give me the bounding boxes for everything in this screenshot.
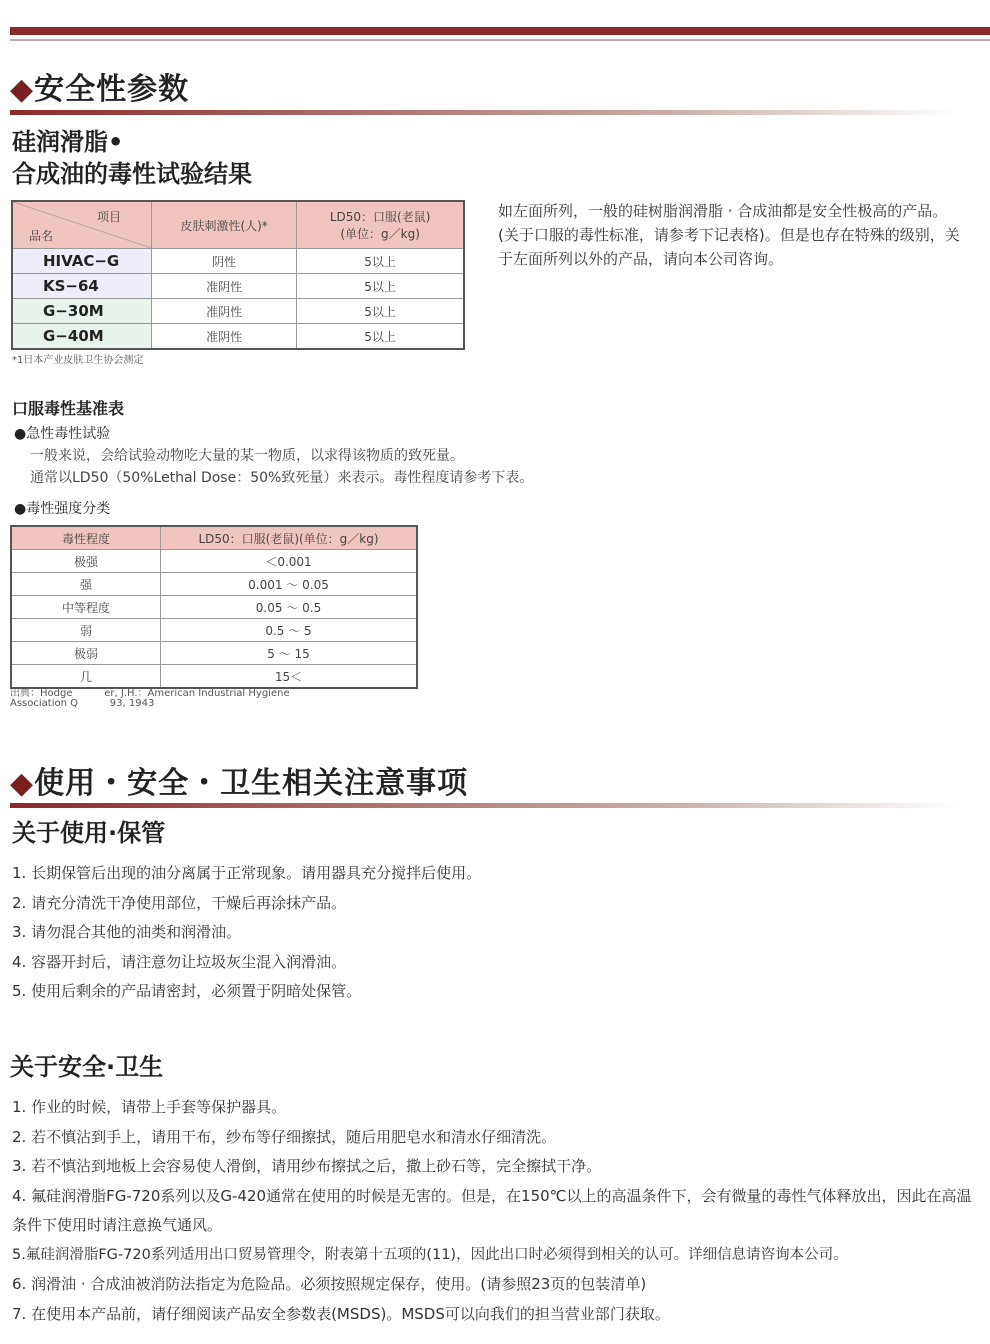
table-row	[11, 642, 417, 665]
skin-cell: 阴性	[152, 249, 297, 274]
list-item: 4. 氟硅润滑脂FG-720系列以及G-420通常在使用的时候是无害的。但是，在150℃以上的高温条件下，会有微量的毒性气体释放出，因此在高温条件下使用时请注意换气通风。	[12, 1186, 972, 1234]
subheading-line1: 硅润滑脂•	[12, 128, 124, 156]
header-item: 项目	[96, 210, 121, 224]
section-rule	[10, 803, 960, 808]
list-item: 5.氟硅润滑脂FG-720系列适用出口贸易管理令，附表第十五项的(11)，因此出口时必须得到相关的认可。详细信息请咨询本公司。	[12, 1246, 848, 1263]
diamond-icon: ◆	[10, 72, 35, 107]
subheading-line2: 合成油的毒性试验结果	[12, 160, 252, 188]
section-title: 安全性参数	[34, 72, 190, 107]
header-ld50-line2: (单位：g／kg)	[340, 227, 420, 241]
product-name: HIVAC−G	[12, 249, 152, 274]
header-name: 品名	[29, 229, 54, 243]
table-row	[12, 249, 464, 274]
ld-cell: 5以上	[297, 324, 464, 350]
ld-cell: 5 ～ 15	[161, 642, 418, 665]
header-ld50	[297, 201, 464, 249]
list-item: 2. 请充分清洗干净使用部位，干燥后再涂抹产品。	[12, 893, 347, 912]
list-item: 1. 作业的时候，请带上手套等保护器具。	[12, 1098, 287, 1116]
subheading	[12, 126, 252, 190]
toxicity-results-table	[11, 200, 465, 350]
header-ld50-line1: LD50：口服(老鼠)	[329, 210, 431, 224]
list-item: 2. 若不慎沾到手上，请用干布，纱布等仔细擦拭，随后用肥皂水和清水仔细清洗。	[12, 1127, 557, 1146]
ld-cell: 15＜	[161, 665, 418, 689]
section-title: 使用・安全・卫生相关注意事项	[34, 766, 469, 801]
top-line	[10, 39, 990, 41]
section-heading-safety-params	[10, 64, 189, 108]
footnote: *1日本产业皮肤卫生协会测定	[12, 355, 144, 366]
top-bar	[10, 27, 990, 35]
section-rule	[10, 110, 960, 115]
usage-list	[12, 859, 481, 1007]
degree-cell: 弱	[11, 619, 161, 642]
table-row	[11, 573, 417, 596]
list-item: 3. 若不慎沾到地板上会容易使人滑倒，请用纱布擦拭之后，撒上砂石等，完全擦拭干净。	[12, 1157, 602, 1175]
oral-paragraph-1: 一般来说，会给试验动物吃大量的某一物质，以求得该物质的致死量。	[30, 448, 464, 464]
degree-cell: 中等程度	[11, 596, 161, 619]
degree-cell: 极强	[11, 550, 161, 573]
table-row	[11, 550, 417, 573]
list-item: 1. 长期保管后出现的油分离属于正常现象。请用器具充分搅拌后使用。	[12, 864, 482, 882]
list-item: 3. 请勿混合其他的油类和润滑油。	[12, 923, 242, 941]
ld-cell: 5以上	[297, 274, 464, 299]
header-degree: 毒性程度	[11, 526, 161, 550]
skin-cell: 准阴性	[152, 299, 297, 324]
header-ld50: LD50：口服(老鼠)(单位：g／kg)	[161, 526, 418, 550]
list-item: 5. 使用后剩余的产品请密封，必须置于阴暗处保管。	[12, 982, 362, 1000]
bullet-acute: ●急性毒性试验	[14, 426, 111, 442]
ld-cell: 0.001 ～ 0.05	[161, 573, 418, 596]
diag-header	[12, 201, 152, 249]
ld-cell: ＜0.001	[161, 550, 418, 573]
ld-cell: 5以上	[297, 249, 464, 274]
table-row	[12, 299, 464, 324]
list-item: 4. 容器开封后，请注意勿让垃圾灰尘混入润滑油。	[12, 952, 347, 971]
product-name: KS−64	[12, 274, 152, 299]
bullet-classification: ●毒性强度分类	[14, 501, 111, 517]
side-text: 如左面所列，一般的硅树脂润滑脂 · 合成油都是安全性极高的产品。(关于口服的毒性标准，请参考下记表格)。但是也存在特殊的级别，关于左面所列以外的产品，请向本公司咨询。	[498, 202, 960, 268]
safety-hygiene-title: 关于安全·卫生	[10, 1053, 164, 1081]
table-row	[11, 619, 417, 642]
usage-storage-title: 关于使用·保管	[12, 819, 166, 847]
ld-cell: 5以上	[297, 299, 464, 324]
degree-cell: 极弱	[11, 642, 161, 665]
degree-cell: 几	[11, 665, 161, 689]
degree-cell: 强	[11, 573, 161, 596]
skin-cell: 准阴性	[152, 274, 297, 299]
table-row	[12, 274, 464, 299]
source-line-2: Association Q 93, 1943	[10, 698, 155, 709]
header-skin: 皮肤刺激性(人)*	[152, 201, 297, 249]
oral-toxicity-title: 口服毒性基准表	[12, 399, 125, 418]
table-row	[11, 596, 417, 619]
source-line-1: 出典：Hodge er, J.H.：American Industrial Hygiene	[10, 688, 290, 699]
list-item: 6. 润滑油 · 合成油被消防法指定为危险品。必须按照规定保存，使用。(请参照23页的包装清单)	[12, 1275, 647, 1293]
product-name: G−30M	[12, 299, 152, 324]
diamond-icon: ◆	[10, 766, 35, 801]
ld-cell: 0.5 ～ 5	[161, 619, 418, 642]
oral-paragraph-2: 通常以LD50（50%Lethal Dose：50%致死量）来表示。毒性程度请参考下表。	[30, 470, 534, 486]
list-item: 7. 在使用本产品前，请仔细阅读产品安全参数表(MSDS)。MSDS可以向我们的担当营业部门获取。	[12, 1304, 670, 1323]
ld-cell: 0.05 ～ 0.5	[161, 596, 418, 619]
product-name: G−40M	[12, 324, 152, 350]
toxicity-class-table	[10, 525, 418, 689]
skin-cell: 准阴性	[152, 324, 297, 350]
table-row	[12, 324, 464, 350]
safety-list	[12, 1093, 977, 1329]
section-heading-usage	[10, 758, 468, 802]
